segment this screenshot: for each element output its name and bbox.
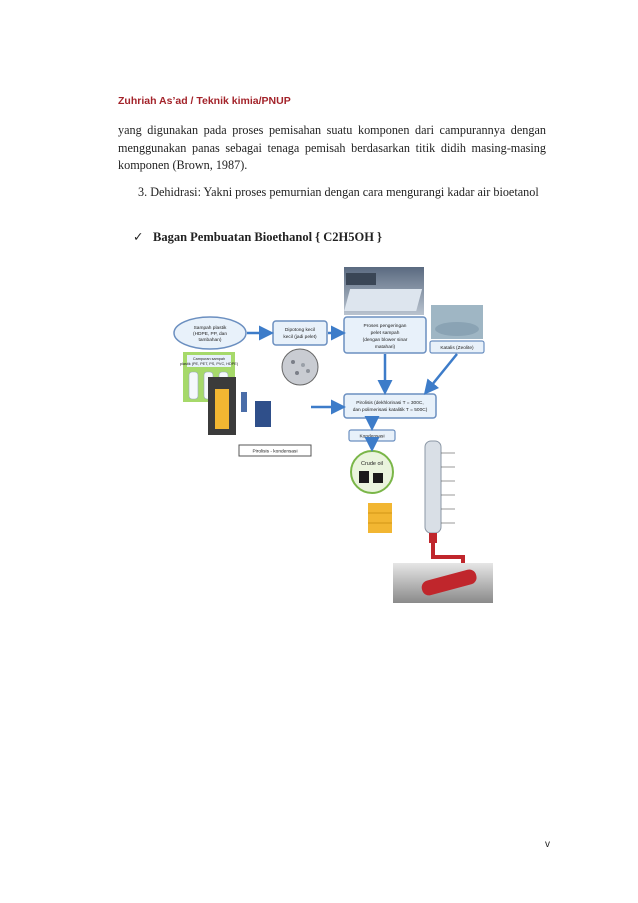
- box-pengeringan: [344, 317, 426, 353]
- bioethanol-process-diagram: [163, 267, 500, 607]
- svg-text:Katalis (Zeolite): Katalis (Zeolite): [440, 346, 474, 351]
- box-pirolisis: [344, 394, 436, 418]
- paragraph-distillation: yang digunakan pada proses pemisahan suatu komponen dari campurannya dengan menggunakan panas sebagai tenaga pemisah berdasarkan titik didih masing-masing komponen (Brown, 1987).: [118, 123, 546, 172]
- section-bullet: [133, 229, 382, 245]
- box-katalis: [430, 341, 484, 353]
- pellet-photo: [282, 349, 318, 385]
- running-header: Zuhriah As’ad / Teknik kimia/PNUP: [118, 95, 291, 107]
- zeolite-photo: [431, 305, 483, 339]
- box-dipotong: [273, 321, 327, 345]
- svg-text:pelet sampah: pelet sampah: [370, 331, 400, 336]
- svg-text:dan polimerisasi katalitik T =: dan polimerisasi katalitik T = 500C): [352, 408, 428, 413]
- svg-text:Crude oil: Crude oil: [360, 461, 384, 467]
- section-heading: Bagan Pembuatan Bioethanol { C2H5OH }: [153, 230, 382, 244]
- product-cylinder: [393, 543, 493, 603]
- svg-text:Kondensasi: Kondensasi: [359, 434, 385, 440]
- paragraph-dehydration: 3. Dehidrasi: Yakni proses pemurnian dengan cara mengurangi kadar air bioetanol: [138, 185, 539, 199]
- svg-text:kecil (jadi pelet): kecil (jadi pelet): [283, 335, 317, 340]
- drying-photo: [344, 267, 424, 315]
- svg-text:Dipotong kecil: Dipotong kecil: [284, 328, 316, 333]
- box-pirolisis-kondensasi: [239, 445, 311, 456]
- box-kondensasi: [349, 430, 395, 441]
- svg-text:matahari): matahari): [374, 345, 396, 350]
- page-number: v: [545, 839, 550, 850]
- svg-text:(HDPE, PP, dan: (HDPE, PP, dan: [192, 332, 228, 337]
- crude-oil-circle: [351, 451, 393, 493]
- pyrolysis-reactor: [208, 377, 271, 435]
- svg-text:tambahan): tambahan): [198, 338, 222, 343]
- svg-text:(dengan blower sinar: (dengan blower sinar: [362, 338, 408, 343]
- svg-text:Campuran sampah: Campuran sampah: [192, 357, 226, 361]
- svg-text:Sampah plastik: Sampah plastik: [193, 326, 227, 331]
- box-sampah: [174, 317, 246, 349]
- svg-text:plastik (PE, PET, PS, PVC, HDP: plastik (PE, PET, PS, PVC, HDPE): [179, 362, 239, 366]
- check-icon: ✓: [133, 229, 144, 244]
- distillation-column: [425, 441, 455, 543]
- furnace: [368, 503, 392, 533]
- svg-text:Pirolisis (dekhlorinasi T = 30: Pirolisis (dekhlorinasi T = 300C,: [356, 401, 424, 406]
- svg-text:Pirolisis - kondensasi: Pirolisis - kondensasi: [252, 449, 298, 455]
- svg-text:Proses pengeringan: Proses pengeringan: [363, 324, 407, 329]
